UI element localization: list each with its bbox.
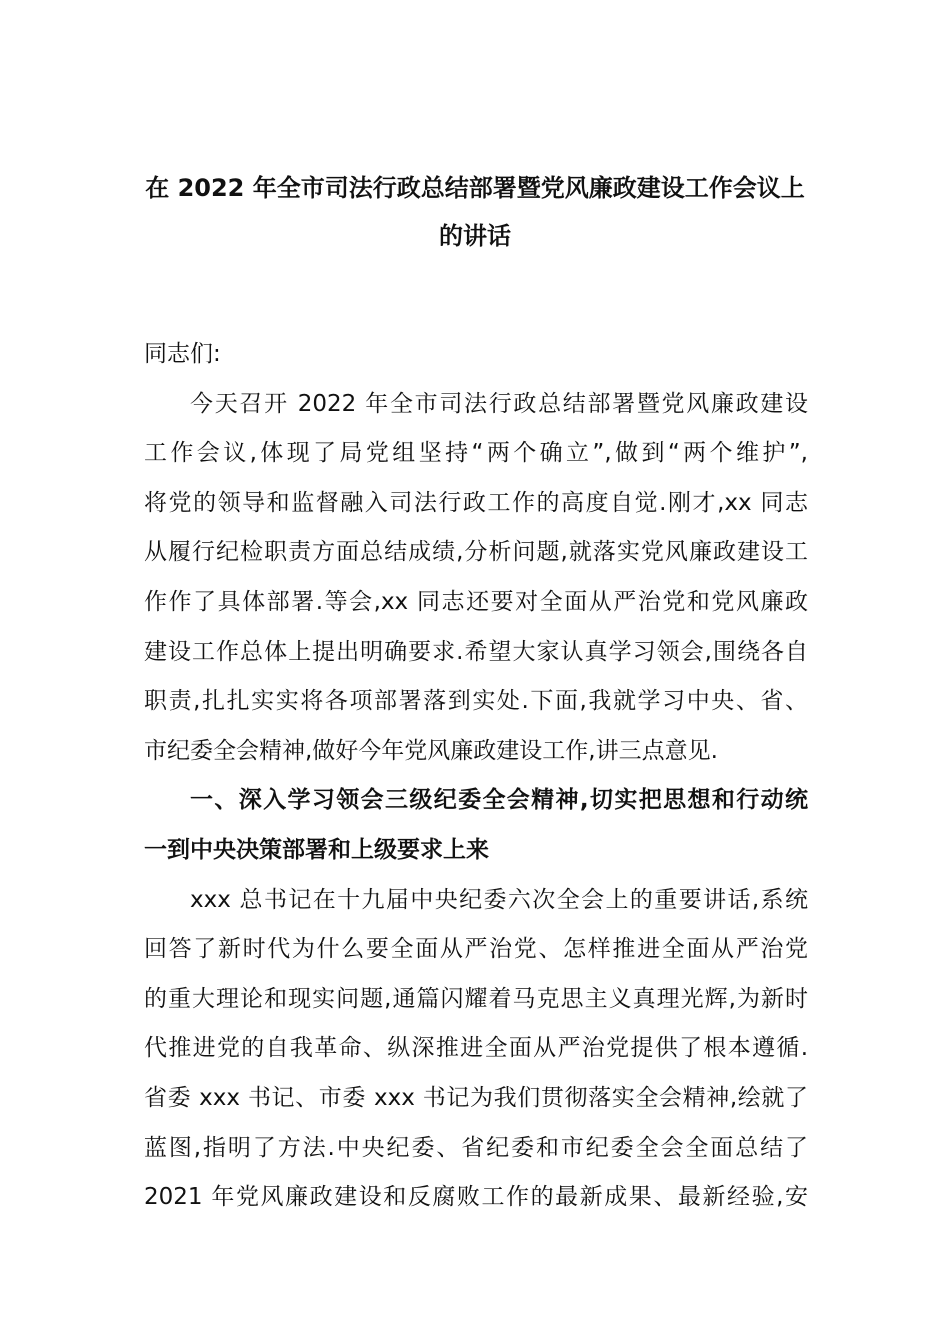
paragraph-2-line: 蓝图,指明了方法.中央纪委、省纪委和市纪委全会全面总结了 (144, 1134, 808, 1161)
document-title (120, 164, 830, 260)
title-line-2: 的讲话 (439, 222, 511, 250)
title-line-1: 在 2022 年全市司法行政总结部署暨党风廉政建设工作会议上 (145, 174, 805, 202)
paragraph-1-line: 市纪委全会精神,做好今年党风廉政建设工作,讲三点意见. (144, 737, 718, 764)
paragraph-1-line: 从履行纪检职责方面总结成绩,分析问题,就落实党风廉政建设工 (144, 539, 808, 566)
paragraph-2-line: 代推进党的自我革命、纵深推进全面从严治党提供了根本遵循. (144, 1035, 808, 1062)
paragraph-1-line: 作作了具体部署.等会,xx 同志还要对全面从严治党和党风廉政 (144, 588, 808, 615)
paragraph-1-line: 今天召开 2022 年全市司法行政总结部署暨党风廉政建设 (190, 390, 808, 417)
paragraph-2-line: 省委 xxx 书记、市委 xxx 书记为我们贯彻落实全会精神,绘就了 (144, 1084, 808, 1111)
section-heading-1: 一到中央决策部署和上级要求上来 (144, 836, 489, 863)
section-heading-1: 一、深入学习领会三级纪委全会精神,切实把思想和行动统 (190, 787, 808, 814)
paragraph-2-line: xxx 总书记在十九届中央纪委六次全会上的重要讲话,系统 (190, 886, 808, 913)
paragraph-1-line: 工作会议,体现了局党组坚持“两个确立”,做到“两个维护”, (144, 440, 808, 467)
paragraph-2-line: 的重大理论和现实问题,通篇闪耀着马克思主义真理光辉,为新时 (144, 985, 808, 1012)
document-body (144, 330, 808, 1223)
paragraph-2-line: 2021 年党风廉政建设和反腐败工作的最新成果、最新经验,安 (144, 1184, 808, 1211)
paragraph-1-line: 建设工作总体上提出明确要求.希望大家认真学习领会,围绕各自 (144, 638, 808, 665)
paragraph-1-line: 将党的领导和监督融入司法行政工作的高度自觉.刚才,xx 同志 (144, 489, 808, 516)
salutation: 同志们: (144, 341, 221, 367)
paragraph-2-line: 回答了新时代为什么要全面从严治党、怎样推进全面从严治党 (144, 936, 808, 963)
paragraph-1-line: 职责,扎扎实实将各项部署落到实处.下面,我就学习中央、省、 (144, 688, 808, 715)
